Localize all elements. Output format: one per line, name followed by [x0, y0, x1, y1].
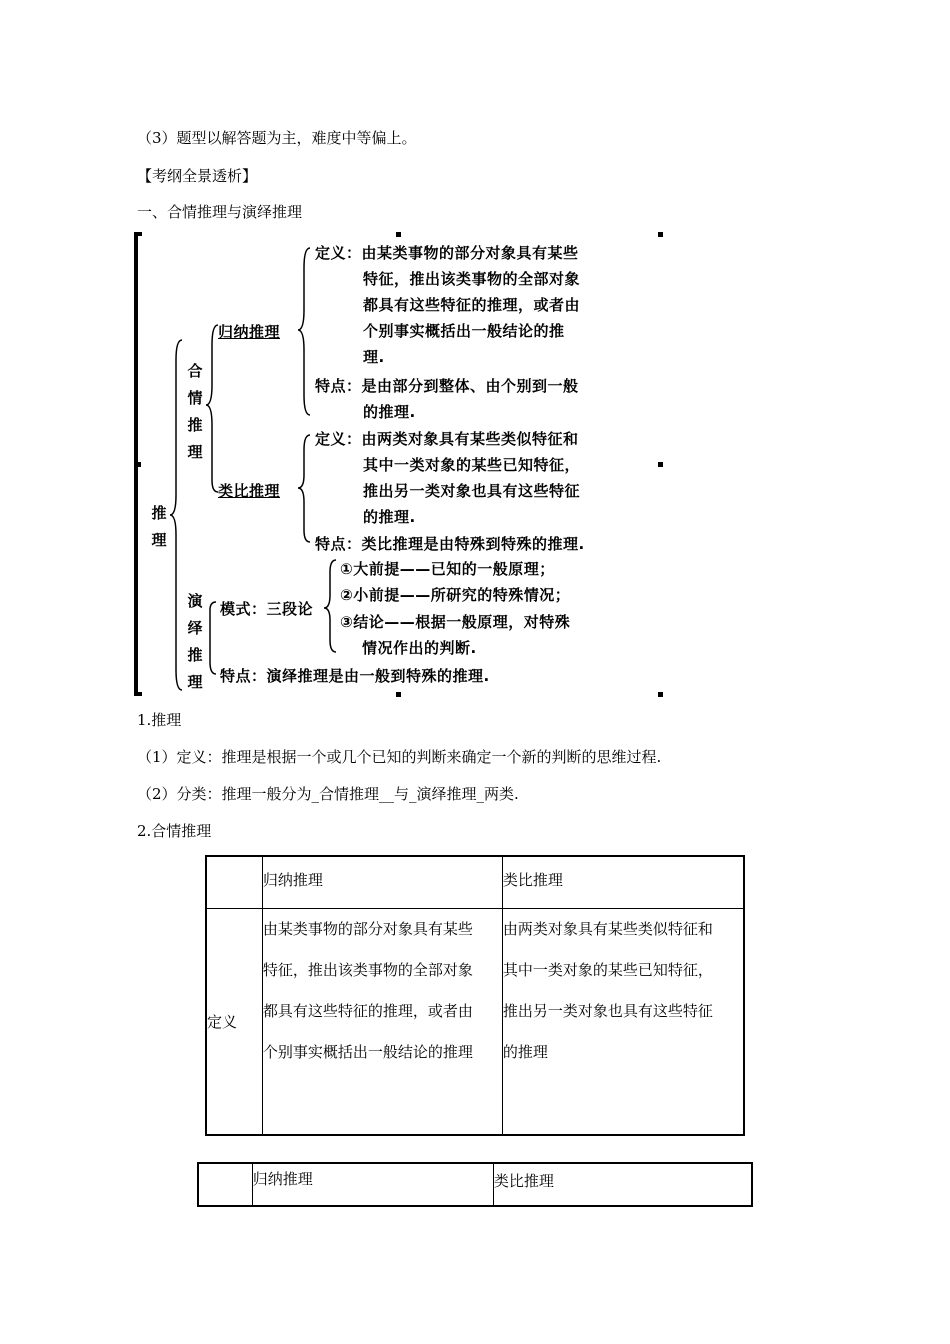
- heading-1: 1.推理: [137, 711, 182, 729]
- leibi-def-2: 其中一类对象的某些已知特征，: [363, 456, 581, 474]
- yytl-label: 演绎推理: [187, 592, 203, 691]
- table-header-guina: 归纳推理: [252, 1163, 493, 1206]
- table-header-leibi: 类比推理: [502, 856, 744, 908]
- table-cell-leibi: [502, 908, 744, 1135]
- handle-marker: [136, 462, 141, 467]
- guina-tedian-2: 的推理.: [363, 403, 416, 421]
- comparison-table-2: [197, 1162, 753, 1207]
- guina-def-3: 都具有这些特征的推理，或者由: [363, 296, 581, 314]
- guina-def-1: 定义：由某类事物的部分对象具有某些: [315, 244, 579, 262]
- yanyi-tedian: 特点：演绎推理是由一般到特殊的推理.: [220, 667, 490, 685]
- root-label: 推理: [151, 504, 167, 549]
- hqtl-label: 合情推理: [187, 362, 203, 461]
- table-row-label: 定义: [206, 908, 262, 1135]
- section-header: 【考纲全景透析】: [137, 167, 258, 185]
- handle-marker: [396, 232, 401, 237]
- reasoning-diagram: [130, 230, 670, 700]
- sanduan-1: ①大前提——已知的一般原理；: [340, 560, 555, 578]
- table-cell-line: 的推理: [502, 1042, 548, 1061]
- guina-def-2: 特征，推出该类事物的全部对象: [363, 270, 581, 288]
- table-cell-line: 由两类对象具有某些类似特征和: [502, 919, 713, 938]
- table-cell-line: 个别事实概括出一般结论的推理: [262, 1042, 473, 1061]
- leibi-def-1: 定义：由两类对象具有某些类似特征和: [315, 430, 579, 448]
- guina-def-5: 理.: [363, 348, 385, 366]
- table-cell-line: 其中一类对象的某些已知特征，: [502, 960, 713, 979]
- paragraph-1: （1）定义：推理是根据一个或几个已知的判断来确定一个新的判断的思维过程.: [137, 748, 662, 766]
- sanduan-3: ③结论——根据一般原理，对特殊: [340, 613, 571, 631]
- table-cell-line: 推出另一类对象也具有这些特征: [502, 1001, 713, 1020]
- table-corner-cell: [198, 1163, 252, 1206]
- table-cell-line: 都具有这些特征的推理，或者由: [262, 1001, 473, 1020]
- paragraph-2: （2）分类：推理一般分为_合情推理__与_演绎推理_两类.: [137, 785, 519, 803]
- intro-line-3: （3）题型以解答题为主，难度中等偏上。: [137, 129, 417, 147]
- table-cell-guina: [262, 908, 502, 1135]
- sanduan-2: ②小前提——所研究的特殊情况；: [340, 586, 571, 604]
- leibi-def-3: 推出另一类对象也具有这些特征: [363, 482, 581, 500]
- heading-2: 2.合情推理: [137, 822, 212, 840]
- table-corner-cell: [206, 856, 262, 908]
- guina-def-4: 个别事实概括出一般结论的推: [363, 322, 565, 340]
- sanduan-4: 情况作出的判断.: [362, 639, 477, 657]
- table-header-guina: 归纳推理: [262, 856, 502, 908]
- leibi-tedian: 特点：类比推理是由特殊到特殊的推理.: [315, 535, 585, 553]
- guina-label: 归纳推理: [218, 323, 281, 341]
- guina-tedian-1: 特点：是由部分到整体、由个别到一般: [315, 377, 579, 395]
- moshi-label: 模式：三段论: [220, 600, 314, 618]
- section-title: 一、合情推理与演绎推理: [137, 203, 303, 221]
- handle-marker: [396, 692, 401, 697]
- handle-marker: [658, 462, 663, 467]
- leibi-def-4: 的推理.: [363, 508, 416, 526]
- handle-marker: [658, 692, 663, 697]
- comparison-table: [205, 855, 745, 1136]
- leibi-label: 类比推理: [218, 482, 281, 500]
- table-cell-line: 特征，推出该类事物的全部对象: [262, 960, 473, 979]
- table-header-leibi: 类比推理: [493, 1163, 752, 1206]
- table-cell-line: 由某类事物的部分对象具有某些: [262, 919, 473, 938]
- handle-marker: [658, 232, 663, 237]
